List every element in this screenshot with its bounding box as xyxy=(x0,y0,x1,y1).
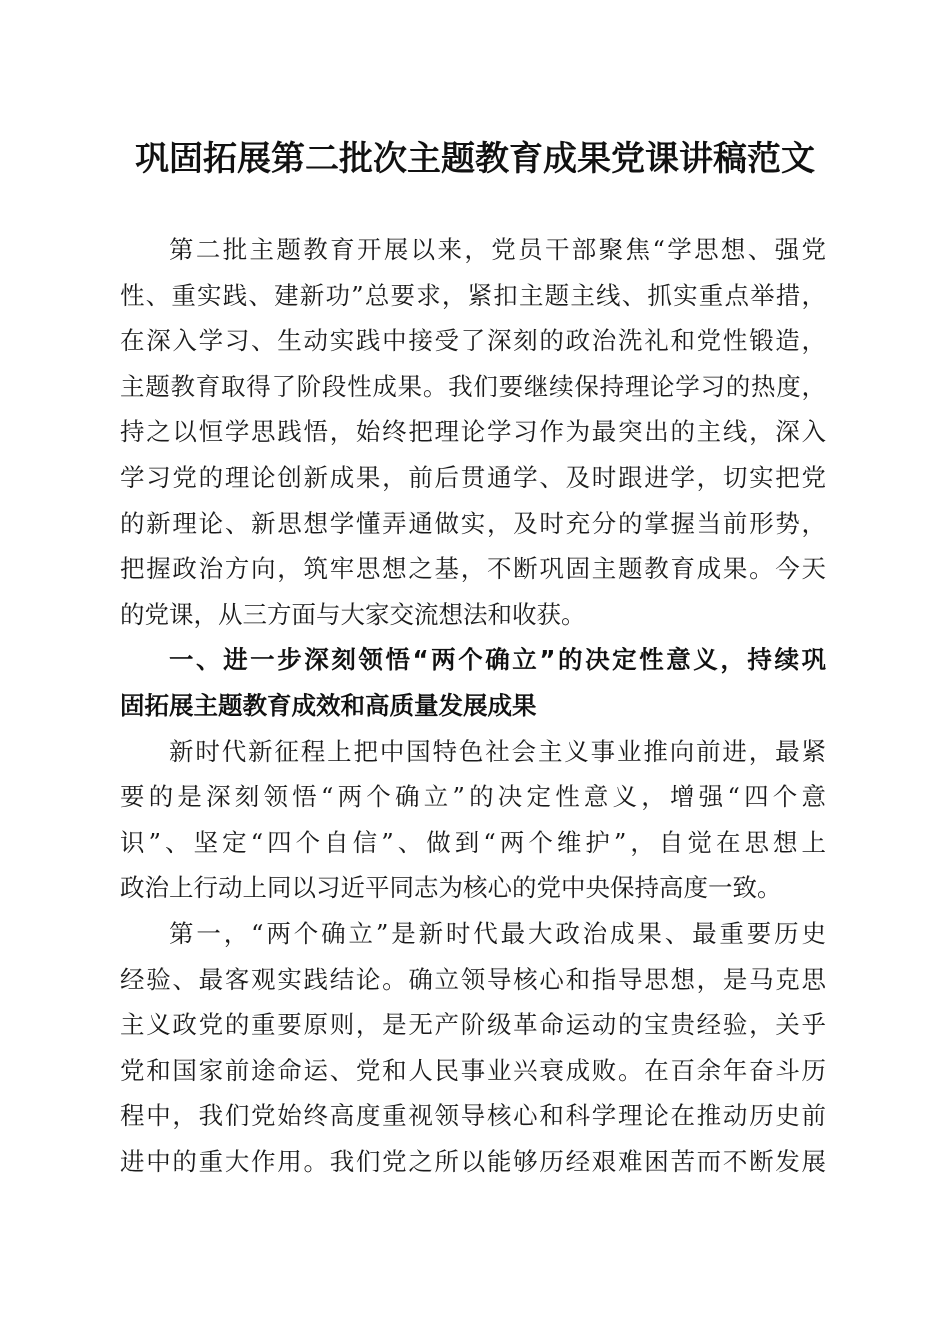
document-body xyxy=(120,227,826,1184)
section-heading-line-1: 一、进一步深刻领悟“两个确立”的决定性意义，持续巩 xyxy=(169,645,826,675)
paragraph-1-line-2: 性、重实践、建新功”总要求，紧扣主题主线、抓实重点举措， xyxy=(120,280,826,310)
paragraph-3-line-4: 党和国家前途命运、党和人民事业兴衰成败。在百余年奋斗历 xyxy=(120,1055,826,1085)
paragraph-3-line-3: 主义政党的重要原则，是无产阶级革命运动的宝贵经验，关乎 xyxy=(120,1010,826,1040)
paragraph-1-line-8: 把握政治方向，筑牢思想之基，不断巩固主题教育成果。今天 xyxy=(120,554,826,584)
paragraph-3-line-2: 经验、最客观实践结论。确立领导核心和指导思想，是马克思 xyxy=(120,964,826,994)
paragraph-1-line-7: 的新理论、新思想学懂弄通做实，及时充分的掌握当前形势， xyxy=(120,508,826,538)
paragraph-3-line-6: 进中的重大作用。我们党之所以能够历经艰难困苦而不断发展 xyxy=(120,1146,826,1176)
paragraph-2-line-2: 要的是深刻领悟“两个确立”的决定性意义，增强“四个意 xyxy=(120,782,826,812)
paragraph-2-line-1: 新时代新征程上把中国特色社会主义事业推向前进，最紧 xyxy=(169,736,826,766)
paragraph-1-line-4: 主题教育取得了阶段性成果。我们要继续保持理论学习的热度， xyxy=(120,371,826,401)
paragraph-1-line-3: 在深入学习、生动实践中接受了深刻的政治洗礼和党性锻造， xyxy=(120,326,826,356)
paragraph-2-line-3: 识”、坚定“四个自信”、做到“两个维护”，自觉在思想上 xyxy=(120,827,826,857)
paragraph-3-line-1: 第一，“两个确立”是新时代最大政治成果、最重要历史 xyxy=(169,918,826,948)
paragraph-1-line-1: 第二批主题教育开展以来，党员干部聚焦“学思想、强党 xyxy=(169,235,826,264)
paragraph-2-line-4: 政治上行动上同以习近平同志为核心的党中央保持高度一致。 xyxy=(120,873,782,903)
document-title: 巩固拓展第二批次主题教育成果党课讲稿范文 xyxy=(135,139,815,179)
paragraph-1-line-6: 学习党的理论创新成果，前后贯通学、及时跟进学，切实把党 xyxy=(120,462,826,492)
paragraph-3-line-5: 程中，我们党始终高度重视领导核心和科学理论在推动历史前 xyxy=(120,1101,826,1131)
paragraph-1-line-5: 持之以恒学思践悟，始终把理论学习作为最突出的主线，深入 xyxy=(120,417,826,447)
paragraph-1-line-9: 的党课，从三方面与大家交流想法和收获。 xyxy=(120,599,586,629)
section-heading-line-2: 固拓展主题教育成效和高质量发展成果 xyxy=(120,690,537,720)
